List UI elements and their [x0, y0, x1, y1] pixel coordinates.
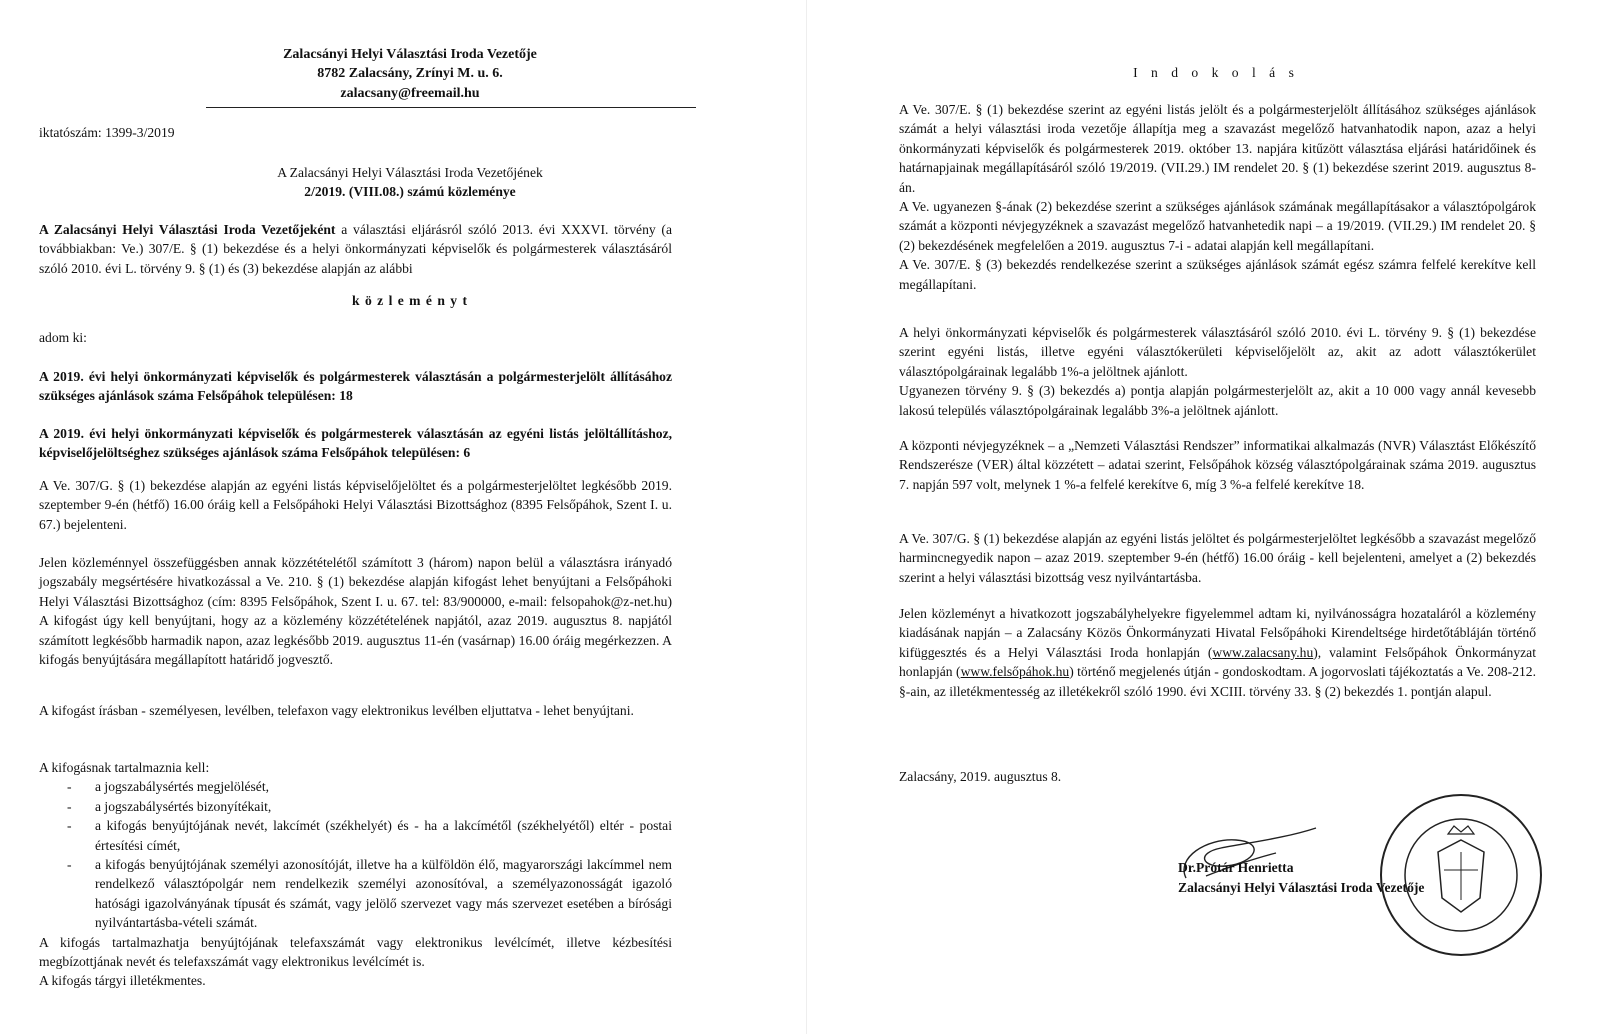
para8-text-b: ), valamint Felsőpáhok Önkormányzat honlapján ( [899, 644, 1536, 680]
decision-mayor: A 2019. évi helyi önkormányzati képviselők és polgármesterek választásán a polgármesterjelölt állításához szükséges ajánlások száma Felsőpáhok településen: 18 [39, 369, 672, 404]
registration-number: iktatószám: 1399-3/2019 [39, 125, 175, 140]
justification-para3: A Ve. 307/E. § (3) bekezdés rendelkezése szerint a szükséges ajánlások számát egész számra felfelé kerekítve kell megállapítani. [899, 257, 1536, 292]
justification-para4: A helyi önkormányzati képviselők és polgármesterek választásáról szóló 2010. évi L. törvény 9. § (1) bekezdése szerint egyéni listás, illetve egyéni választókerületi képviselőjelölt az, akit az adott választókerület választópolgárainak legalább 1%-a jelöltnek ajánlott. [899, 325, 1536, 379]
felsopahok-website-link[interactable]: www.felsőpáhok.hu [960, 664, 1070, 680]
adom-ki: adom ki: [39, 330, 87, 345]
requirements-block [39, 758, 672, 991]
issuer-address: 8782 Zalacsány, Zrínyi M. u. 6. [317, 66, 503, 82]
title-line2 [150, 182, 670, 201]
justification-block-1 [899, 100, 1536, 294]
list-item: - a jogszabálysértés megjelölését, [39, 777, 672, 796]
justification-block-2 [899, 323, 1536, 420]
issuer-email: zalacsany@freemail.hu [340, 85, 480, 101]
issuer-name: Zalacsányi Helyi Választási Iroda Vezetője [283, 47, 537, 62]
signer-title: Zalacsányi Helyi Választási Iroda Vezetője [1178, 880, 1425, 895]
right-page [806, 0, 1613, 1034]
signing-date: Zalacsány, 2019. augusztus 8. [899, 769, 1062, 784]
requirements-heading: A kifogásnak tartalmaznia kell: [39, 760, 210, 775]
written-paragraph: A kifogást írásban - személyesen, levélben, telefaxon vagy elektronikus levélben eljuttatva - lehet benyújtani. [39, 703, 634, 718]
intro-text: a választási eljárásról szóló 2013. évi XXXVI. törvény (a továbbiakban: Ve.) 307/E. § (1) bekezdése és a helyi önkormányzati képviselők és polgármesterek választásáról szóló 2010. évi L. törvény 9. § (1) és (3) bekezdése alapján az alábbi [39, 222, 672, 276]
para8-text-c: ) történő megjelenés útján - gondoskodtam. A jogorvoslati tájékoztatás a Ve. 208-212. §-ain, az illetékmentesség az illetékekről szóló 1990. évi XCIII. törvény 33. § (2) bekezdés 1. pontján alapul. [899, 664, 1536, 699]
title-line1: A Zalacsányi Helyi Választási Iroda Vezetőjének [277, 165, 543, 180]
intro-paragraph [39, 220, 672, 278]
left-page [0, 0, 806, 1034]
justification-para2: A Ve. ugyanezen §-ának (2) bekezdése szerint a szükséges ajánlások számának megállapításakor a választópolgárok számát a központi névjegyzéknek a szavazást megelőző hatvanhetedik napi – a 19/2019. (VII.29.) IM rendelet 20. § (2) bekezdésének megfelelően a 2019. augusztus 7-i - adatai alapján kell megállapítani. [899, 199, 1536, 253]
justification-para6: A központi névjegyzéknek – a „Nemzeti Választási Rendszer” informatikai alkalmazás (NVR) Választást Előkészítő Rendszerésze (VER) által közzétett – adatai szerint, Felsőpáhok község választópolgárainak száma 2019. augusztus 7. napján 597 volt, melynek 1 %-a felfelé kerekítve 6, míg 3 %-a felfelé kerekítve 18. [899, 438, 1536, 492]
requirements-footer2: A kifogás tárgyi illetékmentes. [39, 973, 206, 989]
signer-name: Dr.Prótár Henrietta [1178, 860, 1294, 875]
justification-para8 [899, 604, 1536, 701]
list-item: - a kifogás benyújtójának nevét, lakcímét (székhelyét) és - ha a lakcímétől (székhelyétől) eltér - postai értesítési címét, [39, 816, 672, 855]
title-suffix: közleménye [444, 184, 516, 200]
report-paragraph: A Ve. 307/G. § (1) bekezdése alapján az egyéni listás képviselőjelöltet és a polgármesterjelöltet legkésőbb 2019. szeptember 9-én (hétfő) 16.00 óráig kell a Felsőpáhoki Helyi Választási Bizottsághoz (8395 Felsőpáhok, Szent I. u. 67.) bejelenteni. [39, 478, 672, 532]
justification-para7: A Ve. 307/G. § (1) bekezdése alapján az egyéni listás jelöltet és polgármesterjelöltet legkésőbb a szavazást megelőző harmincnegyedik napon – azaz 2019. szeptember 9-én (hétfő) 16.00 óráig - kell bejelenteni, amelyet a (2) bekezdés szerint a helyi választási bizottság vesz nyilvántartásba. [899, 531, 1536, 585]
header-rule [206, 107, 696, 108]
para8-text-a: Jelen közleményt a hivatkozott jogszabályhelyekre figyelemmel adtam ki, nyilvánosságra hozataláról a közlemény kiadásának napján – a Zalacsány Közös Önkormányzati Hivatal Felsőpáhoki Kirendeltsége hirdetőtábláján történő kifüggesztés és a Helyi Választási Iroda honlapján ( [899, 606, 1536, 660]
official-stamp [1376, 790, 1546, 960]
kozlemenyt-heading: k ö z l e m é n y t [351, 293, 469, 308]
justification-heading: I n d o k o l á s [1133, 65, 1299, 80]
objection-paragraph: Jelen közleménnyel összefüggésben annak közzétételétől számított 3 (három) napon belül a választásra irányadó jogszabály megsértésére hivatkozással a Ve. 210. § (1) bekezdése alapján kifogást lehet benyújtani a Felsőpáhoki Helyi Választási Bizottsághoz (cím: 8395 Felsőpáhok, Szent I. u. 67. tel: 83/900000, e-mail: felsopahok@z-net.hu) A kifogást úgy kell benyújtani, hogy az a közlemény közzétételének napjától, azaz 2019. augusztus 8. napjától számított legkésőbb harmadik napon, azaz legkésőbb 2019. augusztus 11-én (vasárnap) 16.00 óráig megérkezzen. A kifogás benyújtására megállapított határidő jogvesztő. [39, 555, 672, 668]
justification-para5: Ugyanezen törvény 9. § (3) bekezdés a) pontja alapján polgármesterjelölt az, akit a 10 000 vagy annál kevesebb lakosú település választópolgárainak legalább 3%-a jelöltnek ajánlott. [899, 383, 1536, 418]
list-item: - a kifogás benyújtójának személyi azonosítóját, illetve ha a külföldön élő, magyarországi lakcímmel nem rendelkező választópolgár nem rendelkezik személyi azonosítóval, a személyazonosságát igazoló hatósági igazolványának típusát és számát, vagy jelölő szervezet vagy más szervezet esetében a bírósági nyilvántartásba-vételi számát. [39, 855, 672, 933]
title-number: 2/2019. (VIII.08.) számú [304, 184, 445, 200]
document-title [150, 163, 670, 202]
justification-para1: A Ve. 307/E. § (1) bekezdése szerint az egyéni listás jelölt és a polgármesterjelölt állításához szükséges ajánlások számát a helyi választási iroda vezetője állapítja meg a szavazást megelőző hatvanhatodik napon, azaz a helyi önkormányzati képviselők és polgármesterek 2019. október 13. napjára kitűzött választása eljárási határidőinek és határnapjainak megállapításáról szóló 19/2019. (VII.29.) IM rendelet 20. § (1) bekezdése szerint 2019. augusztus 8-án. [899, 102, 1536, 195]
decision-list: A 2019. évi helyi önkormányzati képviselők és polgármesterek választásán az egyéni listás jelöltállításhoz, képviselőjelöltséghez szükséges ajánlások száma Felsőpáhok településen: 6 [39, 426, 672, 461]
requirements-footer1: A kifogás tartalmazhatja benyújtójának telefaxszámát vagy elektronikus levélcímét, illetve kézbesítési megbízottjának nevét és telefaxszámát vagy elektronikus levélcímét is. [39, 934, 672, 970]
zalacsany-website-link[interactable]: www.zalacsany.hu [1212, 644, 1314, 660]
requirements-list [39, 777, 672, 932]
intro-bold: A Zalacsányi Helyi Választási Iroda Vezetőjeként [39, 222, 336, 237]
issuer-header [150, 45, 670, 103]
list-item: - a jogszabálysértés bizonyítékait, [39, 797, 672, 816]
